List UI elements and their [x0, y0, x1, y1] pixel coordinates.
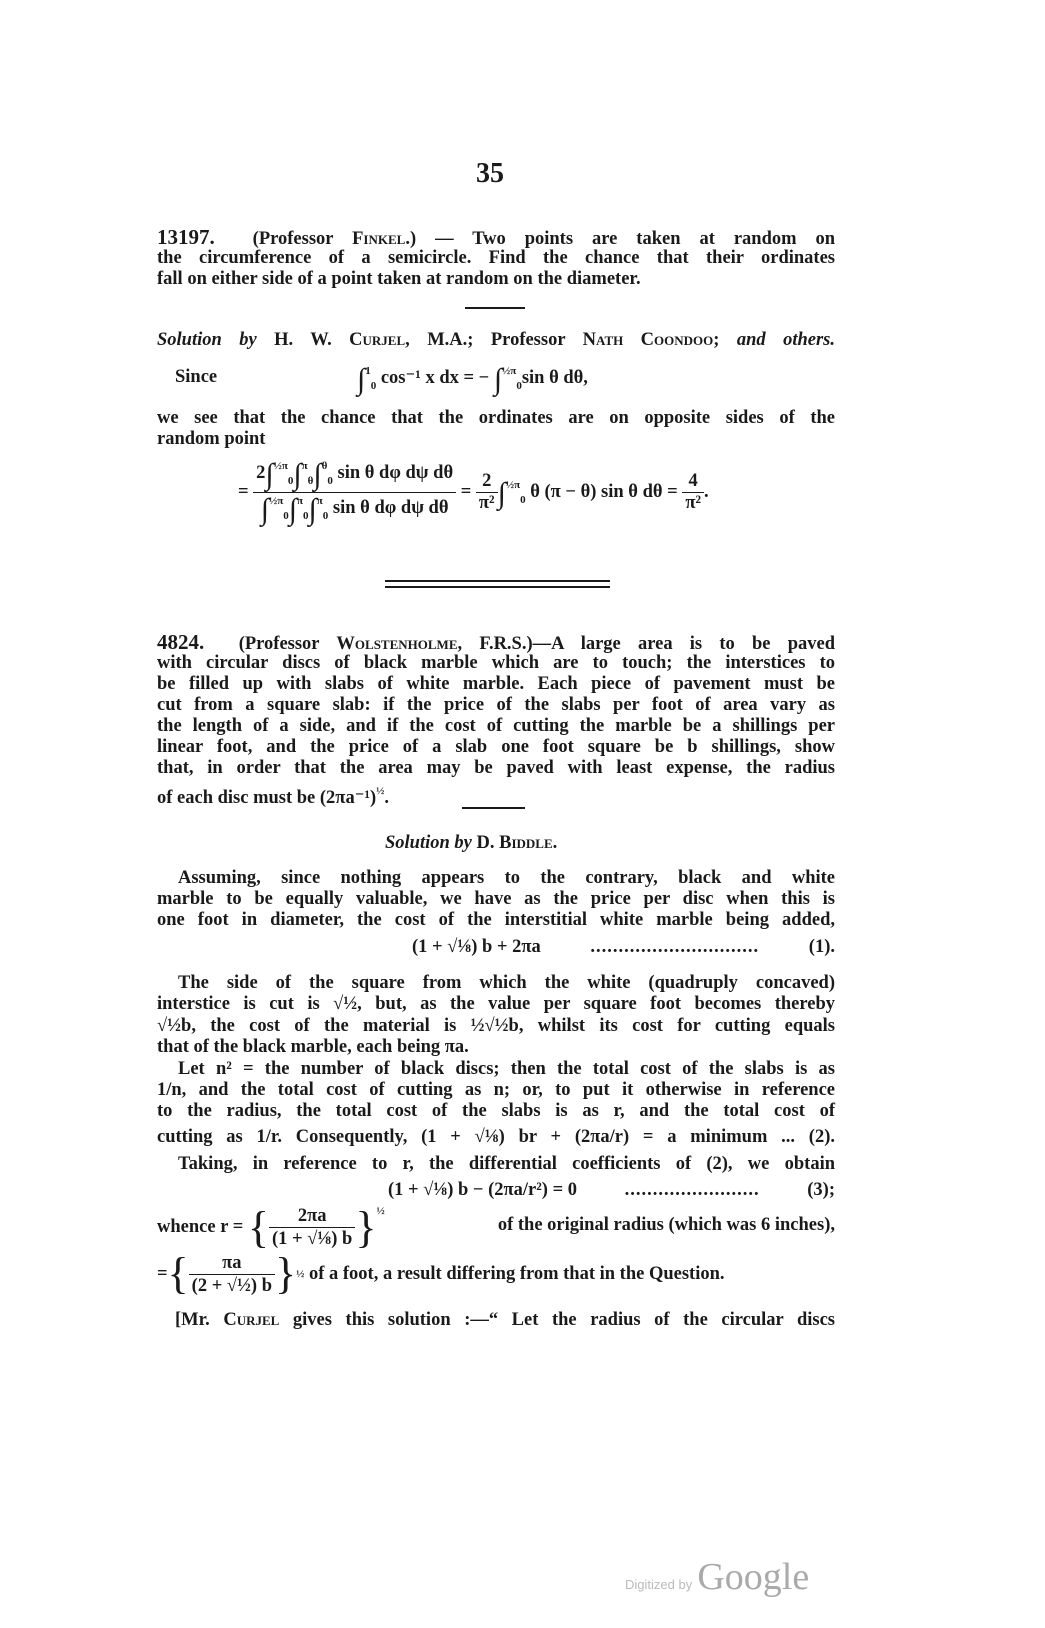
text-line: interstice is cut is √½, but, as the value per square foot becomes thereby [157, 994, 835, 1014]
text-line: to the radius, the total cost of the slabs is as r, and the total cost of [157, 1101, 835, 1121]
question-4824-line: cut from a square slab: if the price of the slabs per foot of area vary as [157, 695, 835, 715]
section-divider [385, 580, 610, 582]
question-4824-line: of each disc must be $(2\pi a^{-1})^{\frac{1}{2}}$. [157, 785, 390, 808]
question-4824-line: 4824. (Professor Wolstenholme, F.R.S.)—A large area is to be paved [157, 630, 835, 654]
question-4824-line: that, in order that the area may be paved with least expense, the radius [157, 758, 835, 778]
question-number: 13197. [157, 225, 215, 249]
text: ) — Two points are taken at random on [409, 229, 836, 249]
divider [465, 307, 525, 309]
text: and others. [736, 330, 836, 350]
solution-heading: Solution by D. Biddle. [385, 833, 558, 853]
author-name: Nath Coondoo [582, 330, 714, 350]
question-4824-line: linear foot, and the price of a slab one foot square be b shillings, show [157, 737, 835, 757]
section-divider [385, 586, 610, 588]
text-line: cutting as 1/r. Consequently, (1 + √⅛) br + (2πa/r) = a minimum ... (2). [157, 1127, 835, 1147]
text-line: √½b, the cost of the material is ½√½b, whilst its cost for cutting equals [157, 1016, 835, 1036]
equation-3: (1 + √⅛) b − (2πa/r²) = 0 ........................ (3); [388, 1180, 835, 1200]
text-line: Assuming, since nothing appears to the contrary, black and white [178, 868, 835, 888]
google-logo: Google [697, 1556, 810, 1598]
text-line: The side of the square from which the white (quadruply concaved) [178, 973, 835, 993]
text-line: [Mr. Curjel gives this solution :—“ Let the radius of the circular discs [175, 1310, 835, 1330]
text-line: that of the black marble, each being πa. [157, 1037, 469, 1057]
equation-1: (1 + √⅛) b + 2πa .............................. (1). [412, 937, 835, 957]
author-name: Biddle. [499, 833, 558, 853]
radius-equation: whence r = { $\frac{2\pi a}{\text{(1 + √⅛) b}}$ }$^{\frac{1}{2}}$ of the original radius (which was 6 inches), [157, 1202, 835, 1252]
radius-result: = { $\frac{\pi a}{\text{(2 + √½) b}}$ } ½ of a foot, a result differing from that in the Question. [157, 1249, 725, 1298]
author-name: Curjel [223, 1310, 280, 1330]
question-4824-line: with circular discs of black marble which are to touch; the interstices to [157, 653, 835, 673]
author-name: Wolstenholme [336, 634, 458, 654]
question-number: 4824. [157, 630, 205, 654]
google-watermark: Digitized by Google [625, 1556, 810, 1598]
text: Since [175, 367, 218, 387]
text-line: random point [157, 429, 266, 449]
question-13197-line: fall on either side of a point taken at random on the diameter. [157, 269, 641, 289]
question-4824-line: the length of a side, and if the cost of cutting the marble be a shillings per [157, 716, 835, 736]
equation: ∫$^1_0$ cos⁻¹ x dx = − ∫$^{\frac{1}{2}\pi}_0$sin θ dθ, [357, 363, 588, 396]
probability-equation: = $\frac{2\int^{\frac{1}{2}\pi}_0\int^\pi_\theta\int^\theta_0 \sin \theta d\varphi d\psi d\theta}{\int^{\frac{1}{2}\pi}_0\int^\pi_0\int^\pi_0 \sin \theta d\varphi d\psi d\theta}$ = $\frac{2}{\text{π²}}$ ∫$^{\frac{1}{2}\pi}_0$ θ (π − θ) sin θ dθ = $\frac{4}{\text{π²}}$ . [238, 458, 709, 526]
text: H. W. [274, 330, 350, 350]
author-name: Curjel [349, 330, 406, 350]
question-13197-line: the circumference of a semicircle. Find the chance that their ordinates [157, 248, 835, 268]
text-line: 1/n, and the total cost of cutting as n; or, to put it otherwise in reference [157, 1080, 835, 1100]
text: ; [713, 330, 737, 350]
text-line: one foot in diameter, the cost of the interstitial white marble being added, [157, 910, 835, 930]
since-line [157, 363, 835, 396]
text: (Professor [252, 229, 353, 249]
question-4824-line: be filled up with slabs of white marble. Each piece of pavement must be [157, 674, 835, 694]
divider [462, 807, 525, 809]
solution-heading [157, 329, 835, 351]
author-name: Finkel. [352, 229, 410, 249]
text-line: we see that the chance that the ordinates are on opposite sides of the [157, 408, 835, 428]
text-line: marble to be equally valuable, we have as the price per disc when this is [157, 889, 835, 909]
text-line: Taking, in reference to r, the differential coefficients of (2), we obtain [178, 1154, 835, 1174]
page-number: 35 [476, 158, 504, 189]
text-line: Let n² = the number of black discs; then the total cost of the slabs is as [178, 1059, 835, 1079]
text: Solution by [157, 330, 257, 350]
text: , M.A.; Professor [405, 330, 583, 350]
